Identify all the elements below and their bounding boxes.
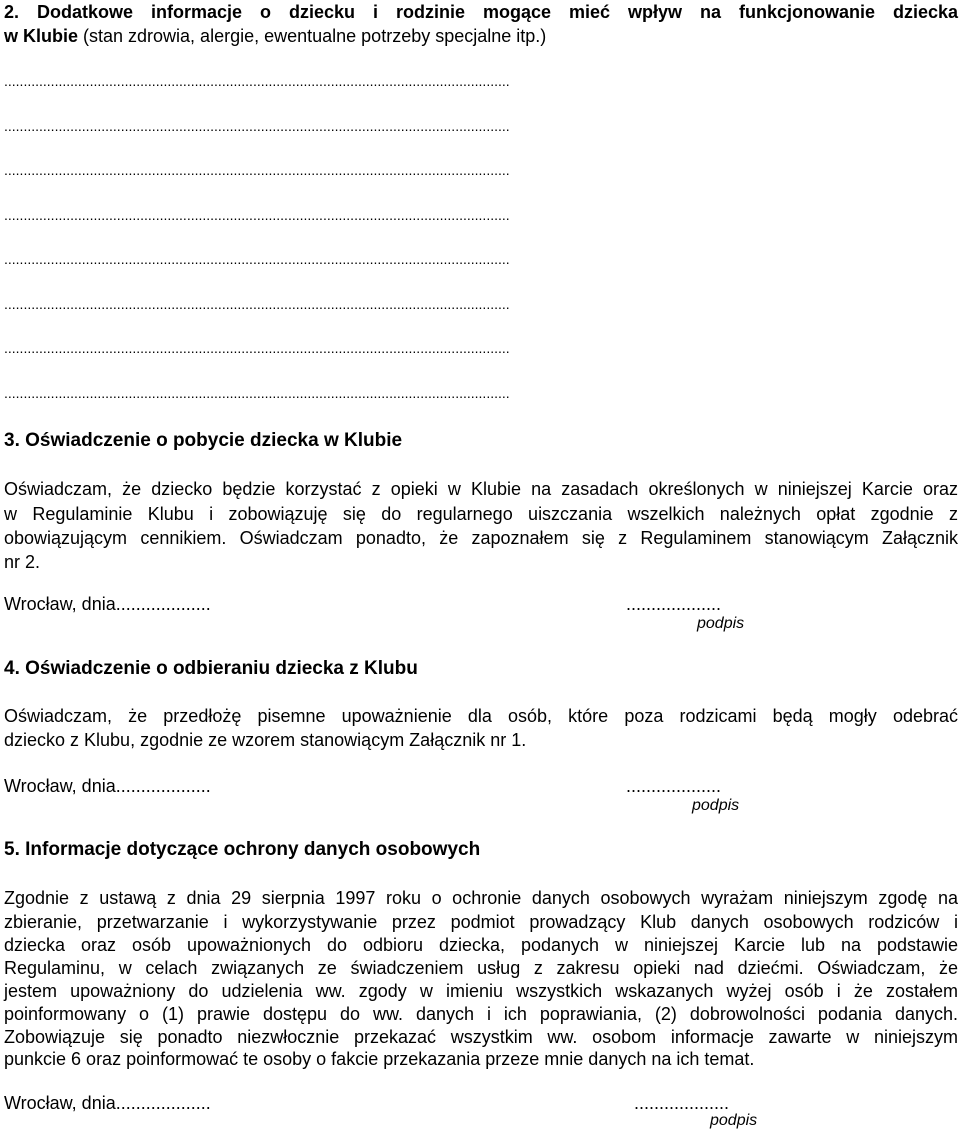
section3-place-date[interactable]: Wrocław, dnia................... [4, 594, 211, 614]
section3-text-line: w Regulaminie Klubu i zobowiązuję się do regularnego uiszczania wszelkich należnych opłat zgodnie z [4, 504, 958, 524]
section3-title: 3. Oświadczenie o pobycie dziecka w Klubie [4, 430, 403, 451]
section5-text-line: zbieranie, przetwarzanie i wykorzystywanie przez podmiot prowadzący Klub danych osobowych rodziców i [4, 912, 958, 932]
section4-signature-label: podpis [692, 797, 740, 814]
section2-title-bold: w Klubie [4, 26, 79, 46]
section4-text-line: dziecko z Klubu, zgodnie ze wzorem stanowiącym Załącznik nr 1. [4, 730, 527, 750]
fill-line[interactable]: .................................................................................................................................. [4, 162, 510, 178]
section5-signature-label: podpis [710, 1112, 758, 1129]
section3-signature-line[interactable]: ................... [626, 594, 722, 614]
section5-title: 5. Informacje dotyczące ochrony danych osobowych [4, 839, 481, 860]
section2-title-line-2 [4, 27, 960, 45]
section4-place-date[interactable]: Wrocław, dnia................... [4, 776, 211, 796]
section5-place-date[interactable]: Wrocław, dnia................... [4, 1093, 211, 1113]
section5-signature-line[interactable]: ................... [634, 1093, 730, 1113]
fill-line[interactable]: .................................................................................................................................. [4, 385, 510, 401]
section3-signature-label: podpis [697, 615, 745, 632]
section5-text-line: poinformowany o (1) prawie dostępu do ww. danych i ich poprawiania, (2) dobrowolności podania danych. [4, 1004, 958, 1024]
section2-title-note: (stan zdrowia, alergie, ewentualne potrzeby specjalne itp.) [78, 26, 547, 46]
fill-line[interactable]: .................................................................................................................................. [4, 118, 510, 134]
fill-line[interactable]: .................................................................................................................................. [4, 251, 510, 267]
section3-text-line: Oświadczam, że dziecko będzie korzystać z opieki w Klubie na zasadach określonych w niniejszej Karcie oraz [4, 479, 958, 499]
section5-text-line: Regulaminu, w celach związanych ze świadczeniem usług z zakresu opieki nad dziećmi. Oświadczam, że [4, 958, 958, 978]
section5-text-line: Zobowiązuje się ponadto niezwłocznie przekazać wszystkim ww. osobom informacje zawarte w niniejszym [4, 1027, 958, 1047]
section5-text-line: dziecka oraz osób upoważnionych do odbioru dziecka, podanych w niniejszej Karcie lub na podstawie [4, 935, 958, 955]
section2-title-line-1: 2. Dodatkowe informacje o dziecku i rodzinie mogące mieć wpływ na funkcjonowanie dziecka [4, 2, 958, 22]
section5-text-line: punkcie 6 oraz poinformować te osoby o fakcie przekazania przeze mnie danych na ich temat. [4, 1049, 755, 1069]
fill-line[interactable]: .................................................................................................................................. [4, 73, 510, 89]
fill-line[interactable]: .................................................................................................................................. [4, 207, 510, 223]
section4-signature-line[interactable]: ................... [626, 776, 722, 796]
fill-line[interactable]: .................................................................................................................................. [4, 296, 510, 312]
section4-text-line: Oświadczam, że przedłożę pisemne upoważnienie dla osób, które poza rodzicami będą mogły odebrać [4, 706, 958, 726]
section3-text-line: nr 2. [4, 552, 41, 572]
section5-text-line: jestem upoważniony do udzielenia ww. zgody w imieniu wszystkich wskazanych wyżej osób i że zostałem [4, 981, 958, 1001]
section5-text-line: Zgodnie z ustawą z dnia 29 sierpnia 1997 roku o ochronie danych osobowych wyrażam niniejszym zgodę na [4, 888, 958, 908]
fill-line[interactable]: .................................................................................................................................. [4, 340, 510, 356]
section4-title: 4. Oświadczenie o odbieraniu dziecka z Klubu [4, 658, 418, 679]
section3-text-line: obowiązującym cennikiem. Oświadczam ponadto, że zapoznałem się z Regulaminem stanowiącym Załącznik [4, 528, 958, 548]
